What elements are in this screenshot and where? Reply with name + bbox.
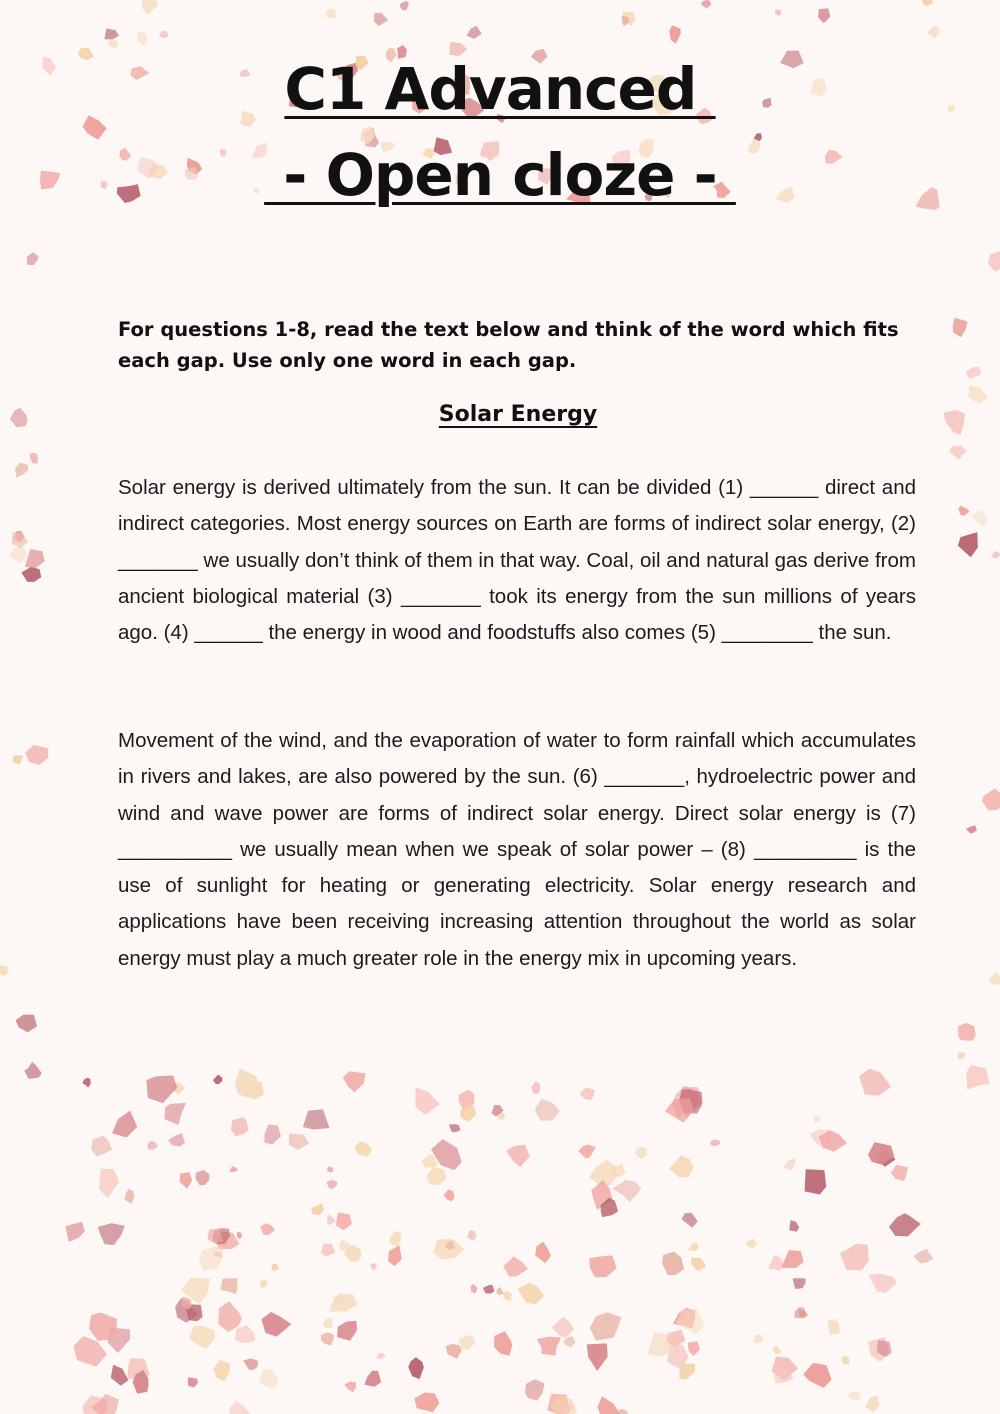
title-text-2: - Open cloze -: [264, 141, 736, 209]
page-title-line-1: [0, 55, 1000, 123]
cloze-paragraph-2: Movement of the wind, and the evaporation of water to form rainfall which accumulates in rivers and lakes, are also powered by the sun. (6) _______, hydroelectric power and wind and wave power are forms of indirect solar energy. Direct solar energy is (7) __________ we usually mean when we speak of solar power – (8) _________ is the use of sunlight for heating or generating electricity. Solar energy research and applications have been receiving increasing attention throughout the world as solar energy must play a much greater role in the energy mix in upcoming years.: [118, 729, 916, 970]
cloze-paragraph-1: Solar energy is derived ultimately from the sun. It can be divided (1) ______ direct and indirect categories. Most energy sources on Earth are forms of indirect solar energy, (2) _______ we usually don’t think of them in that way. Coal, oil and natural gas derive from ancient biological material (3) _______ took its energy from the sun millions of years ago. (4) ______ the energy in wood and foodstuffs also comes (5) ________ the sun.: [118, 476, 916, 645]
text-heading: [118, 402, 918, 427]
task-instructions: For questions 1-8, read the text below and think of the word which fits each gap. Use only one word in each gap.: [118, 318, 899, 372]
title-text-1: C1 Advanced: [284, 55, 716, 123]
text-heading-label: Solar Energy: [438, 402, 598, 427]
page-title-line-2: [0, 141, 1000, 209]
